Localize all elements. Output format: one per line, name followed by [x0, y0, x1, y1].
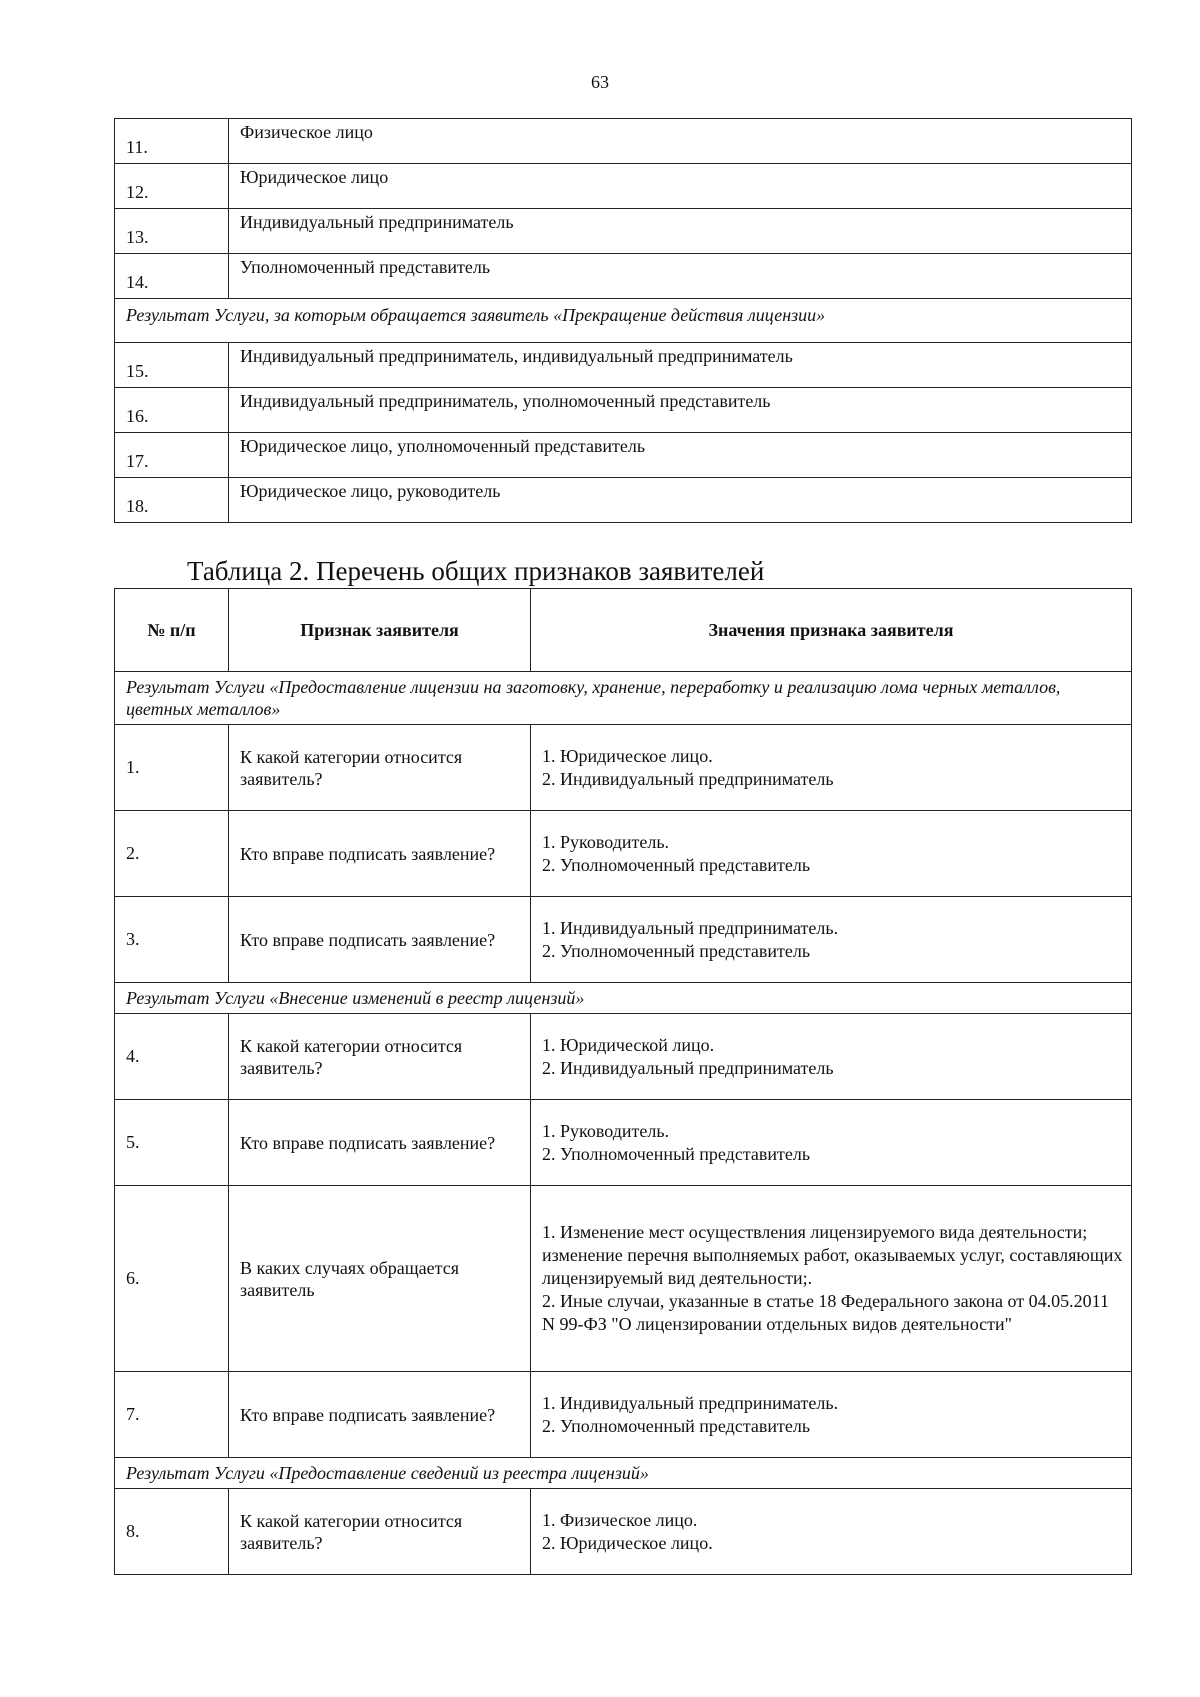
value-line: 2. Юридическое лицо.	[542, 1532, 713, 1553]
row-values	[531, 725, 1132, 811]
row-question: Кто вправе подписать заявление?	[229, 811, 531, 897]
value-line: 2. Иные случаи, указанные в статье 18 Федерального закона от 04.05.2011 N 99-ФЗ "О лицензировании отдельных видов деятельности"	[542, 1291, 1109, 1334]
table-row	[115, 1014, 1132, 1100]
row-number: 8.	[115, 1489, 229, 1575]
table-row	[115, 119, 1132, 164]
row-number: 4.	[115, 1014, 229, 1100]
section-row	[115, 672, 1132, 725]
row-question: К какой категории относится заявитель?	[229, 725, 531, 811]
table-row	[115, 1100, 1132, 1186]
table-row	[115, 164, 1132, 209]
section-row	[115, 299, 1132, 343]
section-row	[115, 983, 1132, 1014]
row-number: 15.	[115, 343, 229, 388]
row-values	[531, 1489, 1132, 1575]
header-num: № п/п	[115, 589, 229, 672]
table-row	[115, 811, 1132, 897]
row-number: 12.	[115, 164, 229, 209]
table-row	[115, 1489, 1132, 1575]
page-number: 63	[591, 72, 609, 92]
value-line: 2. Уполномоченный представитель	[542, 1143, 811, 1164]
row-text: Юридическое лицо, руководитель	[229, 478, 1132, 523]
row-number: 13.	[115, 209, 229, 254]
table-row	[115, 1186, 1132, 1372]
row-number: 1.	[115, 725, 229, 811]
row-question: В каких случаях обращается заявитель	[229, 1186, 531, 1372]
row-text: Индивидуальный предприниматель, уполномоченный представитель	[229, 388, 1132, 433]
applicant-features-table	[114, 588, 1132, 1575]
row-question: Кто вправе подписать заявление?	[229, 1372, 531, 1458]
row-number: 2.	[115, 811, 229, 897]
header-row	[115, 589, 1132, 672]
table-row	[115, 478, 1132, 523]
row-values	[531, 897, 1132, 983]
row-number: 16.	[115, 388, 229, 433]
applicant-variants-table	[114, 118, 1132, 523]
row-question: Кто вправе подписать заявление?	[229, 897, 531, 983]
value-line: 1. Физическое лицо.	[542, 1509, 698, 1530]
row-number: 17.	[115, 433, 229, 478]
row-number: 5.	[115, 1100, 229, 1186]
row-number: 7.	[115, 1372, 229, 1458]
table-row	[115, 433, 1132, 478]
row-number: 14.	[115, 254, 229, 299]
value-line: 2. Уполномоченный представитель	[542, 1415, 811, 1436]
row-text: Физическое лицо	[229, 119, 1132, 164]
row-question: К какой категории относится заявитель?	[229, 1014, 531, 1100]
table-row	[115, 343, 1132, 388]
section-row	[115, 1458, 1132, 1489]
value-line: 1. Руководитель.	[542, 1120, 670, 1141]
header-values: Значения признака заявителя	[531, 589, 1132, 672]
row-text: Юридическое лицо	[229, 164, 1132, 209]
row-values	[531, 811, 1132, 897]
header-feature: Признак заявителя	[229, 589, 531, 672]
table-row	[115, 388, 1132, 433]
row-number: 18.	[115, 478, 229, 523]
value-line: 2. Индивидуальный предприниматель	[542, 768, 834, 789]
row-text: Индивидуальный предприниматель, индивидуальный предприниматель	[229, 343, 1132, 388]
row-text: Уполномоченный представитель	[229, 254, 1132, 299]
value-line: 2. Уполномоченный представитель	[542, 940, 811, 961]
section-title: Результат Услуги «Предоставление лицензии на заготовку, хранение, переработку и реализацию лома черных металлов, цветных металлов»	[115, 672, 1132, 725]
row-question: К какой категории относится заявитель?	[229, 1489, 531, 1575]
row-text: Индивидуальный предприниматель	[229, 209, 1132, 254]
table-row	[115, 725, 1132, 811]
table-row	[115, 897, 1132, 983]
row-question: Кто вправе подписать заявление?	[229, 1100, 531, 1186]
row-values	[531, 1100, 1132, 1186]
row-number: 11.	[115, 119, 229, 164]
value-line: 2. Индивидуальный предприниматель	[542, 1057, 834, 1078]
section-title: Результат Услуги «Внесение изменений в реестр лицензий»	[115, 983, 1132, 1014]
value-line: 1. Юридическое лицо.	[542, 745, 713, 766]
value-line: 1. Руководитель.	[542, 831, 670, 852]
row-values	[531, 1186, 1132, 1372]
value-line: 1. Индивидуальный предприниматель.	[542, 917, 839, 938]
section-title: Результат Услуги «Предоставление сведений из реестра лицензий»	[115, 1458, 1132, 1489]
row-number: 6.	[115, 1186, 229, 1372]
row-values	[531, 1372, 1132, 1458]
section-title: Результат Услуги, за которым обращается заявитель «Прекращение действия лицензии»	[115, 299, 1132, 343]
value-line: 1. Изменение мест осуществления лицензируемого вида деятельности; изменение перечня выполняемых работ, оказываемых услуг, составляющих лицензируемый вид деятельности;.	[542, 1222, 1123, 1288]
row-number: 3.	[115, 897, 229, 983]
table-row	[115, 209, 1132, 254]
value-line: 1. Индивидуальный предприниматель.	[542, 1392, 839, 1413]
row-text: Юридическое лицо, уполномоченный представитель	[229, 433, 1132, 478]
table2-title: Таблица 2. Перечень общих признаков заявителей	[187, 556, 765, 586]
value-line: 2. Уполномоченный представитель	[542, 854, 811, 875]
row-values	[531, 1014, 1132, 1100]
value-line: 1. Юридической лицо.	[542, 1034, 715, 1055]
table-row	[115, 254, 1132, 299]
table-row	[115, 1372, 1132, 1458]
